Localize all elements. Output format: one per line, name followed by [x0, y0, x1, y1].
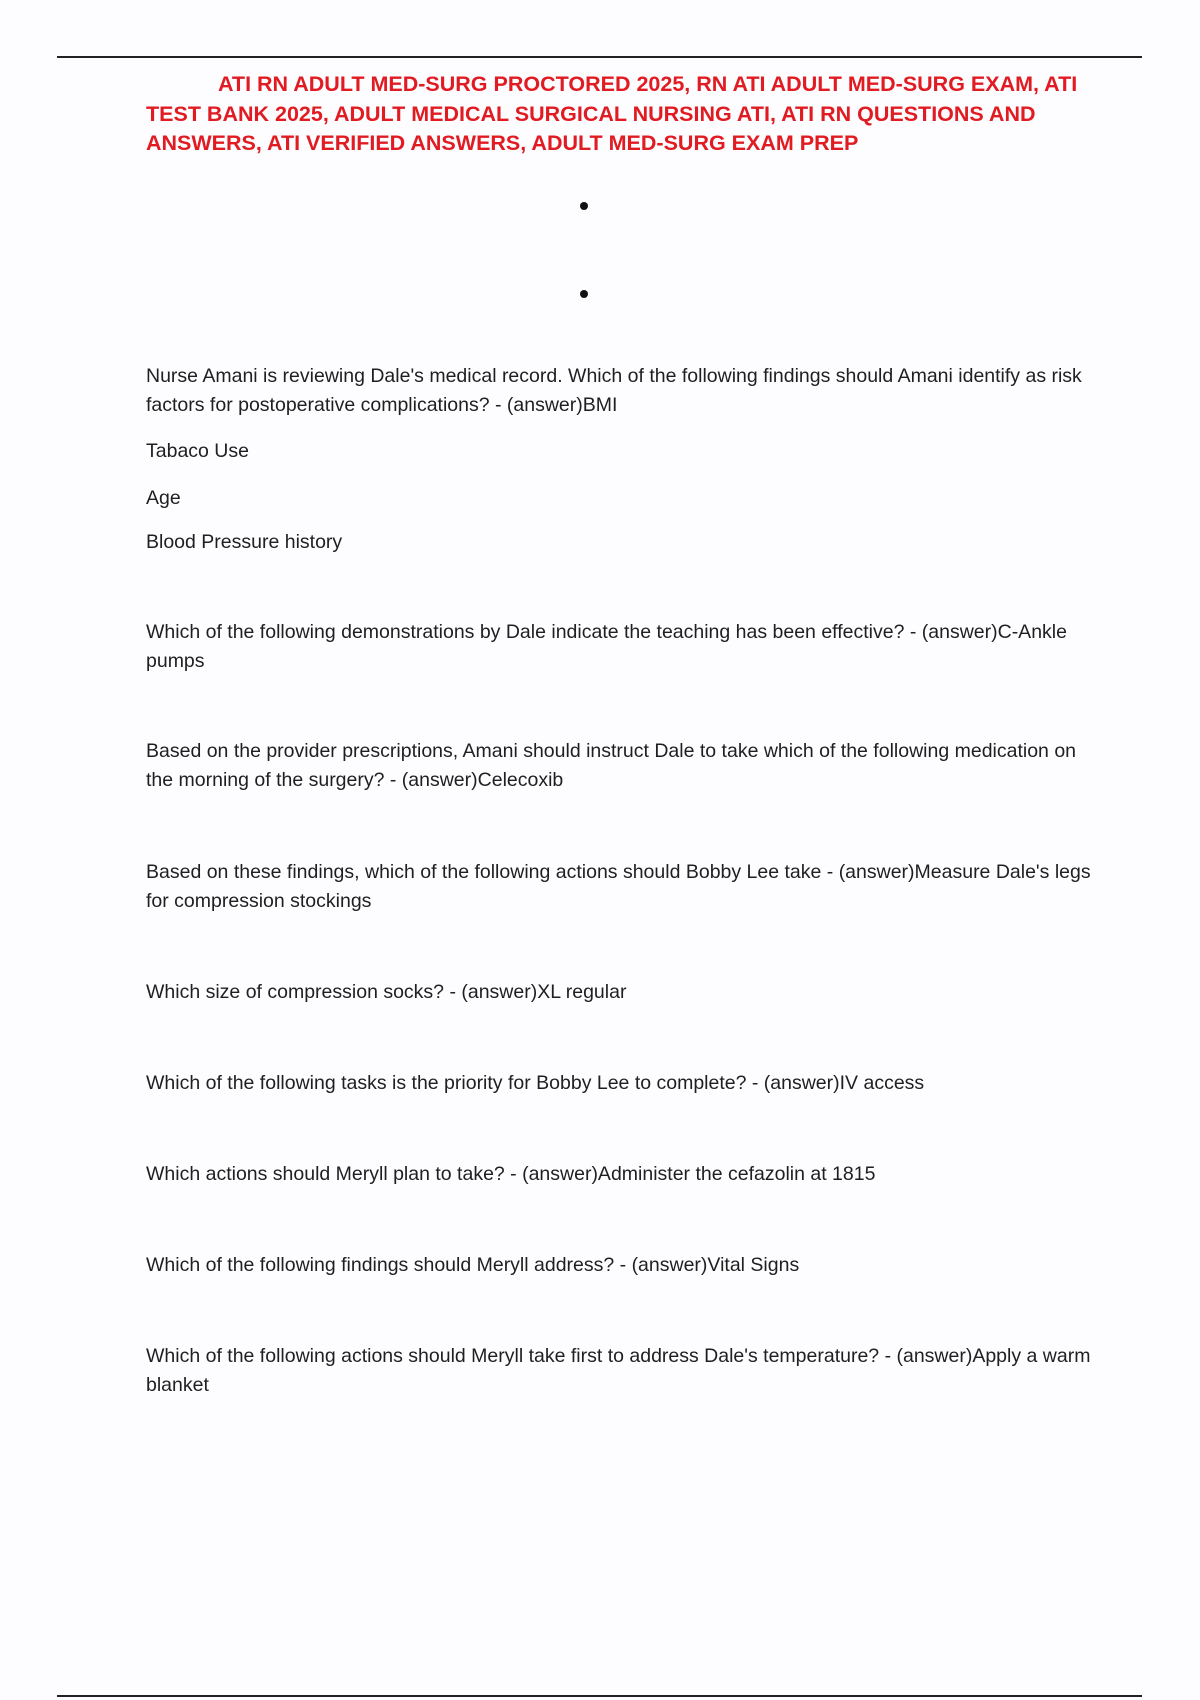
- question-answer: Which of the following demonstrations by Dale indicate the teaching has been effective? - (answer)C-Ankle pumps: [146, 621, 1067, 672]
- bullet-point: [580, 290, 588, 298]
- question-answer: Which size of compression socks? - (answer)XL regular: [146, 981, 627, 1003]
- question-answer: Which of the following actions should Meryll take first to address Dale's temperature? - (answer)Apply a warm blanket: [146, 1345, 1091, 1396]
- question-answer: Nurse Amani is reviewing Dale's medical record. Which of the following findings should Amani identify as risk factors for postoperative complications? - (answer)BMI: [146, 365, 1082, 416]
- question-answer: Which of the following findings should Meryll address? - (answer)Vital Signs: [146, 1254, 800, 1276]
- question-answer: Which of the following tasks is the priority for Bobby Lee to complete? - (answer)IV access: [146, 1072, 925, 1094]
- bullet-point: [580, 202, 588, 210]
- question-answer: Which actions should Meryll plan to take? - (answer)Administer the cefazolin at 1815: [146, 1163, 876, 1185]
- document-title: ATI RN ADULT MED-SURG PROCTORED 2025, RN ATI ADULT MED-SURG EXAM, ATI TEST BANK 2025, ADULT MEDICAL SURGICAL NURSING ATI, ATI RN QUESTIONS AND ANSWERS, ATI VERIFIED ANSWERS, ADULT MED-SURG EXAM PREP: [146, 72, 1078, 155]
- bottom-rule: [57, 1695, 1142, 1697]
- answer-item: Blood Pressure history: [146, 531, 343, 553]
- answer-item: Tabaco Use: [146, 440, 249, 462]
- question-answer: Based on the provider prescriptions, Amani should instruct Dale to take which of the following medication on the morning of the surgery? - (answer)Celecoxib: [146, 740, 1077, 791]
- question-answer: Based on these findings, which of the following actions should Bobby Lee take - (answer)Measure Dale's legs for compression stockings: [146, 861, 1091, 912]
- answer-item: Age: [146, 487, 181, 509]
- top-rule: [57, 56, 1142, 58]
